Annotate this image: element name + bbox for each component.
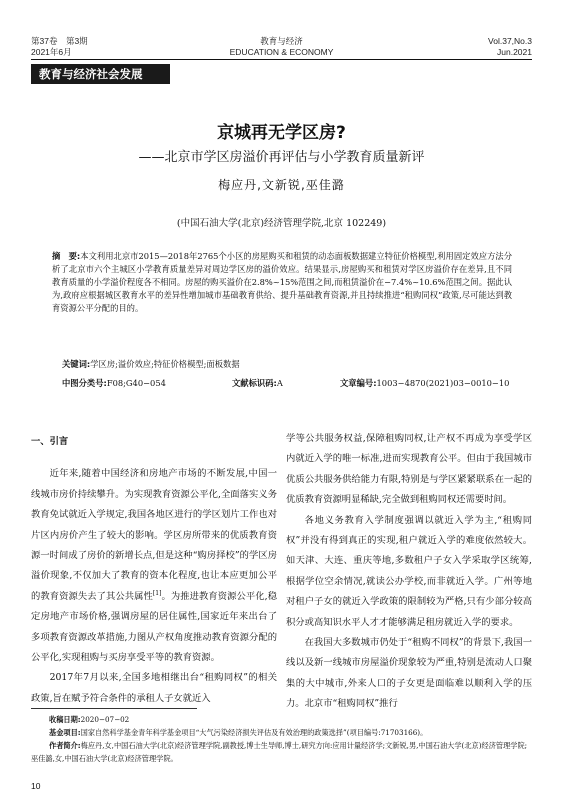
footnote-rule <box>31 708 197 709</box>
paragraph-text: 近年来,随着中国经济和房地产市场的不断发展,中国一线城市房价持续攀升。为实现教育资源公平化,全面落实义务教育免试就近入学规定,我国各地区进行的学区划片工作也对片区内房价产生了较大的影响。学区房所带来的优质教育资源一时间成了房价的新增长点,但是这种“购房择校”的学区房溢价现象,不仅加大了教育的资本化程度,也让本应更加公平的教育资源失去了其公共属性 <box>31 468 277 602</box>
abstract-label: 摘 要: <box>52 251 81 261</box>
article-number-label: 文章编号: <box>340 378 377 388</box>
clc-number <box>62 377 166 389</box>
abstract <box>52 250 512 315</box>
citation: [1] <box>152 589 162 597</box>
author-value: 梅应丹,女,中国石油大学(北京)经济管理学院,副教授,博士生导师,博士,研究方向:应用计量经济学;文新锐,男,中国石油大学(北京)经济管理学院;巫佳潞,女,中国石油大学(北京)经济管理学院。 <box>31 741 528 763</box>
volume-english-text: Vol.37,No.3 <box>488 36 532 46</box>
paragraph: 在我国大多数城市仍处于“租购不同权”的背景下,我国一线以及新一线城市房屋溢价现象较为严重,特别是流动人口聚集的大中城市,外来人口的子女更是面临难以顺利入学的压力。北京市“租购同权”推行 <box>286 637 532 710</box>
date-english-text: Jun.2021 <box>497 47 532 57</box>
author-list: 梅应丹,文新锐,巫佳潞 <box>218 178 345 192</box>
document-code <box>232 377 283 389</box>
paragraph-text-tail: 。为推进教育资源公平化,稳定房地产市场价格,强调房屋的居住属性,国家近年来出台了多项教育资源改革措施,力图从产权角度推动教育资源分配的公平化,实现租购与买房享受平等的教育资源。 <box>31 590 277 664</box>
article-number <box>340 377 509 389</box>
fund-label: 基金项目: <box>49 728 81 737</box>
received-value: 2020−07−02 <box>80 715 130 724</box>
publication-date-text: 2021年6月 <box>31 47 72 57</box>
keywords <box>62 358 512 370</box>
journal-name-chinese: 教育与经济 <box>260 36 303 46</box>
keywords-text: 学区房;溢价效应;特征价格模型;面板数据 <box>90 359 240 369</box>
journal-name <box>0 36 563 58</box>
section-tag: 教育与经济社会发展 <box>31 64 170 84</box>
body-column-right <box>286 429 532 715</box>
doc-code-label: 文献标识码: <box>232 378 277 388</box>
article-title: 京城再无学区房? <box>217 123 346 143</box>
paragraph: 2017年7月以来,全国多地相继出台“租购同权”的相关政策,旨在赋予符合条件的承租人子女就近入 <box>31 672 277 704</box>
footnote-author <box>31 739 531 765</box>
section-heading-introduction: 一、引言 <box>31 436 69 447</box>
author-label: 作者简介: <box>49 741 81 750</box>
article-number-value: 1003−4870(2021)03−0010−10 <box>376 378 510 388</box>
affiliation: (中国石油大学(北京)经济管理学院,北京 102249) <box>176 218 387 229</box>
doc-code-value: A <box>276 378 283 388</box>
received-label: 收稿日期: <box>49 715 81 724</box>
paragraph: 学等公共服务权益,保障租购同权,让产权不再成为享受学区内就近入学的唯一标准,进而实现教育公平。但由于我国城市优质公共服务供给能力有限,特别是与学区紧紧联系在一起的优质教育资源明显稀缺,完全做到租购同权还需要时间。 <box>286 433 532 506</box>
clc-label: 中图分类号: <box>62 378 107 388</box>
abstract-text: 本文利用北京市2015—2018年2765个小区的房屋购买和租赁的动态面板数据建立特征价格模型,利用固定效应方法分析了北京市六个主城区小学教育质量差异对周边学区房的溢价效应。结果显示,房屋购买和租赁对学区房溢价存在差异,且不同教育质量的小学溢价程度各不相同。房屋的购买溢价在2.8%~15%范围之间,而租赁溢价在−7.4%~10.6%范围之间。据此认为,政府应根据城区教育水平的差异性增加城市基础教育供给、提升基础教育资源,并且持续推进“租购同权”政策,尽可能达到教育资源公平分配的目的。 <box>52 251 512 313</box>
fund-value: 国家自然科学基金青年科学基金项目“大气污染经济损失评估及有效治理的政策选择”(项目编号:71703166)。 <box>80 728 428 737</box>
page-number: 10 <box>31 781 41 791</box>
journal-name-english: EDUCATION & ECONOMY <box>229 47 334 57</box>
journal-volume-english <box>488 36 532 58</box>
volume-issue-text: 第37卷 第3期 <box>31 36 88 46</box>
body-column-left <box>31 432 277 709</box>
footnote-fund <box>31 726 531 739</box>
header-rule <box>31 59 532 60</box>
footnotes <box>31 713 531 765</box>
paragraph <box>31 464 277 668</box>
clc-value: F08;G40−054 <box>106 378 166 388</box>
keywords-label: 关键词: <box>62 359 91 369</box>
article-subtitle: ——北京市学区房溢价再评估与小学教育质量新评 <box>138 150 425 165</box>
paragraph: 各地义务教育入学制度强调以就近入学为主,“租购同权”并没有得到真正的实现,租户就近入学的难度依然较大。如天津、大连、重庆等地,多数租户子女入学采取学区统筹,根据学位空余情况,就读公办学校,而非就近入学。广州等地对租户子女的就近入学政策的限制较为严格,只有少部分较高积分或高知识水平人才才能够满足租房就近入学的要求。 <box>286 514 532 628</box>
footnote-received <box>31 713 531 726</box>
